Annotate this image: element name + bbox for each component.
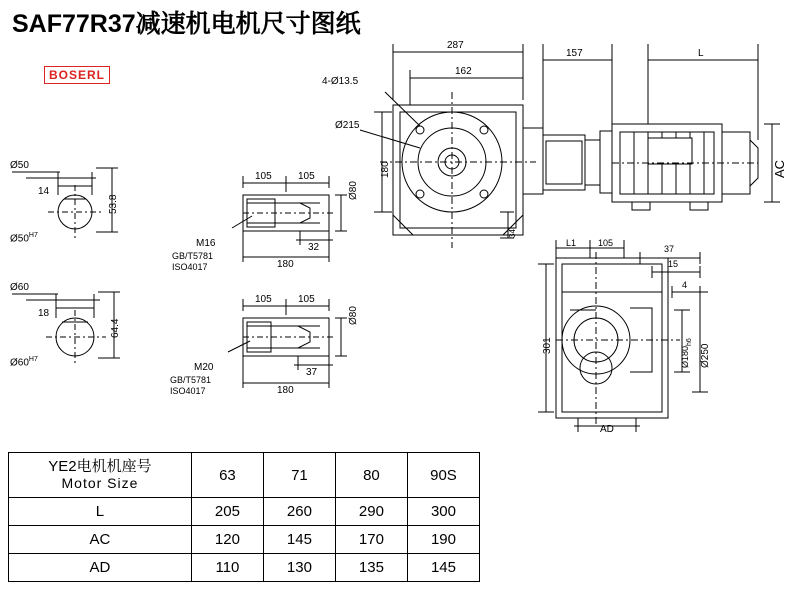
dim2-105-a: 105 <box>255 294 272 305</box>
cell-AC-71: 145 <box>263 526 335 554</box>
row-label-AC: AC <box>9 526 192 554</box>
dim-162: 162 <box>455 66 472 77</box>
dim2-o80: Ø80 <box>348 306 359 325</box>
cell-AC-80: 170 <box>335 526 407 554</box>
label-o60h7: $Ø60^{H7}$ <box>10 356 38 369</box>
hole-callout: 4-Ø13.5 <box>322 76 359 87</box>
cell-AD-71: 130 <box>263 554 335 582</box>
dim-105-a: 105 <box>255 171 272 182</box>
dim-bore-215: Ø215 <box>335 120 360 131</box>
table-header-label <box>9 453 192 498</box>
table-row <box>9 554 480 582</box>
table-row <box>9 498 480 526</box>
table-header-cn: YE2电机机座号 <box>48 458 152 475</box>
table-col-3: 90S <box>407 453 479 498</box>
dim-15: 15 <box>668 259 679 269</box>
brand-logo: BOSERL <box>44 66 110 84</box>
dim-14: 14 <box>38 186 50 197</box>
label-iso-1: ISO4017 <box>172 262 208 272</box>
dim2-180: 180 <box>277 385 294 396</box>
motor-size-table <box>8 452 480 582</box>
dim-AC: AC <box>772 159 787 178</box>
cell-L-71: 260 <box>263 498 335 526</box>
dim2-37: 37 <box>306 367 318 378</box>
dim-180-main: 180 <box>380 161 391 178</box>
table-header-row <box>9 453 480 498</box>
dim-o80-a: Ø80 <box>348 181 359 200</box>
dim-4: 4 <box>682 280 688 290</box>
table-col-0: 63 <box>191 453 263 498</box>
label-m20: M20 <box>194 362 214 373</box>
dim-180-a: 180 <box>277 259 294 270</box>
dim-64-4: 64.4 <box>110 318 121 338</box>
table-col-2: 80 <box>335 453 407 498</box>
cell-AC-63: 120 <box>191 526 263 554</box>
dim-37-right: 37 <box>664 244 675 254</box>
row-label-AD: AD <box>9 554 192 582</box>
cell-AC-90S: 190 <box>407 526 479 554</box>
dim-105-b: 105 <box>298 171 315 182</box>
label-o60: Ø60 <box>10 282 29 293</box>
dim-18: 18 <box>38 308 50 319</box>
cell-L-63: 205 <box>191 498 263 526</box>
page-title: SAF77R37减速机电机尺寸图纸 <box>12 10 361 38</box>
label-iso-2: ISO4017 <box>170 386 206 396</box>
row-label-L: L <box>9 498 192 526</box>
dim-301: 301 <box>542 337 553 354</box>
cell-AD-90S: 145 <box>407 554 479 582</box>
dim-157: 157 <box>566 48 583 59</box>
dim-105-right: 105 <box>598 238 614 248</box>
table-row <box>9 526 480 554</box>
table-header-en: Motor Size <box>61 475 139 491</box>
dim-o250: Ø250 <box>700 343 711 368</box>
dim-32: 32 <box>308 242 320 253</box>
label-o50h7: $Ø50^{H7}$ <box>10 232 38 245</box>
label-gb-2: GB/T5781 <box>170 375 212 385</box>
cell-L-80: 290 <box>335 498 407 526</box>
dim-L1: L1 <box>566 238 577 248</box>
label-o50: Ø50 <box>10 160 29 171</box>
label-m16: M16 <box>196 238 216 249</box>
dim-34: 34 <box>508 229 517 238</box>
table-col-1: 71 <box>263 453 335 498</box>
dim-287: 287 <box>447 40 464 51</box>
cell-L-90S: 300 <box>407 498 479 526</box>
dim2-105-b: 105 <box>298 294 315 305</box>
dim-L: L <box>698 48 704 59</box>
label-gb-1: GB/T5781 <box>172 251 214 261</box>
dim-53-8: 53.8 <box>108 194 119 214</box>
cell-AD-63: 110 <box>191 554 263 582</box>
dim-AD: AD <box>600 424 614 435</box>
dim-o180: $Ø180_{h6}$ <box>680 338 693 368</box>
cell-AD-80: 135 <box>335 554 407 582</box>
